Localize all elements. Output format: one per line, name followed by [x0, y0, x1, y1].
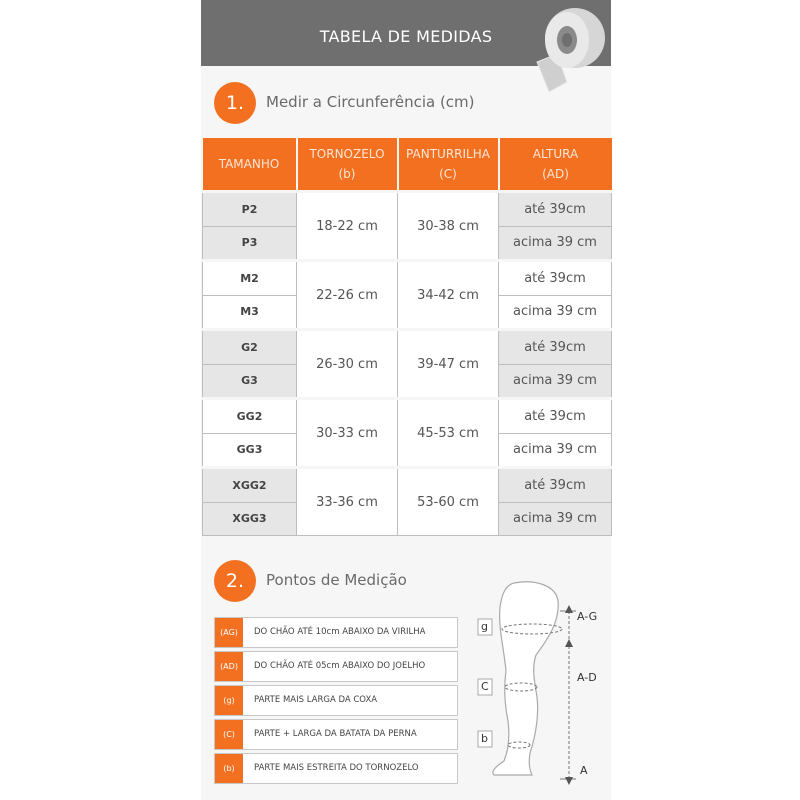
size-table [202, 138, 612, 536]
header-panturrilha: PANTURRILHA (C) [398, 138, 499, 192]
table-row [203, 192, 612, 227]
size-cell: GG2 [203, 399, 297, 434]
altura-cell: até 39cm [499, 468, 612, 503]
page-title: TABELA DE MEDIDAS [319, 27, 493, 46]
table-row [203, 468, 612, 503]
label-g: g [481, 620, 488, 633]
panturrilha-cell: 39-47 cm [398, 330, 499, 399]
tornozelo-cell: 30-33 cm [297, 399, 398, 468]
step-1-number: 1. [214, 82, 256, 124]
size-cell: P2 [203, 192, 297, 227]
legend-text: DO CHÃO ATÉ 10cm ABAIXO DA VIRILHA [254, 627, 426, 637]
leg-diagram [464, 575, 609, 790]
size-cell: XGG2 [203, 468, 297, 503]
table-row [203, 399, 612, 434]
step-1-label: Medir a Circunferência (cm) [266, 93, 475, 111]
size-cell: G3 [203, 364, 297, 399]
legend-text: DO CHÃO ATÉ 05cm ABAIXO DO JOELHO [254, 661, 426, 671]
panturrilha-cell: 34-42 cm [398, 261, 499, 330]
legend-code: (b) [215, 754, 243, 783]
altura-cell: acima 39 cm [499, 502, 612, 536]
altura-cell: até 39cm [499, 192, 612, 227]
step-2-number: 2. [214, 560, 256, 602]
tornozelo-cell: 18-22 cm [297, 192, 398, 261]
legend-text: PARTE + LARGA DA BATATA DA PERNA [254, 729, 417, 739]
header-altura: ALTURA (AD) [499, 138, 612, 192]
legend-code: (g) [215, 686, 243, 715]
label-ag: A-G [577, 610, 598, 623]
step-1 [214, 82, 594, 126]
label-b: b [481, 732, 488, 745]
table-row [203, 261, 612, 296]
panturrilha-cell: 45-53 cm [398, 399, 499, 468]
label-c: C [481, 680, 489, 693]
legend-code: (AG) [215, 618, 243, 647]
size-cell: P3 [203, 226, 297, 261]
altura-cell: acima 39 cm [499, 433, 612, 468]
legend-item-ad [214, 651, 458, 682]
legend-item-c [214, 719, 458, 750]
step-2-label: Pontos de Medição [266, 571, 407, 589]
size-cell: XGG3 [203, 502, 297, 536]
table-header-row [203, 138, 612, 192]
tornozelo-cell: 22-26 cm [297, 261, 398, 330]
header-tamanho: TAMANHO [203, 138, 297, 192]
altura-cell: acima 39 cm [499, 295, 612, 330]
legend-text: PARTE MAIS LARGA DA COXA [254, 695, 378, 705]
altura-cell: até 39cm [499, 399, 612, 434]
header-tornozelo: TORNOZELO (b) [297, 138, 398, 192]
altura-cell: acima 39 cm [499, 226, 612, 261]
altura-cell: até 39cm [499, 261, 612, 296]
legend-code: (C) [215, 720, 243, 749]
table-row [203, 330, 612, 365]
panturrilha-cell: 30-38 cm [398, 192, 499, 261]
size-cell: G2 [203, 330, 297, 365]
measurement-legend [214, 617, 458, 787]
panturrilha-cell: 53-60 cm [398, 468, 499, 536]
size-cell: M3 [203, 295, 297, 330]
legend-item-b [214, 753, 458, 784]
size-cell: GG3 [203, 433, 297, 468]
legend-item-g [214, 685, 458, 716]
tornozelo-cell: 26-30 cm [297, 330, 398, 399]
size-cell: M2 [203, 261, 297, 296]
tornozelo-cell: 33-36 cm [297, 468, 398, 536]
altura-cell: até 39cm [499, 330, 612, 365]
size-chart-panel [201, 0, 611, 800]
label-ad: A-D [577, 671, 597, 684]
label-a: A [580, 764, 588, 777]
legend-item-ag [214, 617, 458, 648]
legend-text: PARTE MAIS ESTREITA DO TORNOZELO [254, 763, 419, 773]
legend-code: (AD) [215, 652, 243, 681]
header-bar [201, 0, 611, 66]
altura-cell: acima 39 cm [499, 364, 612, 399]
